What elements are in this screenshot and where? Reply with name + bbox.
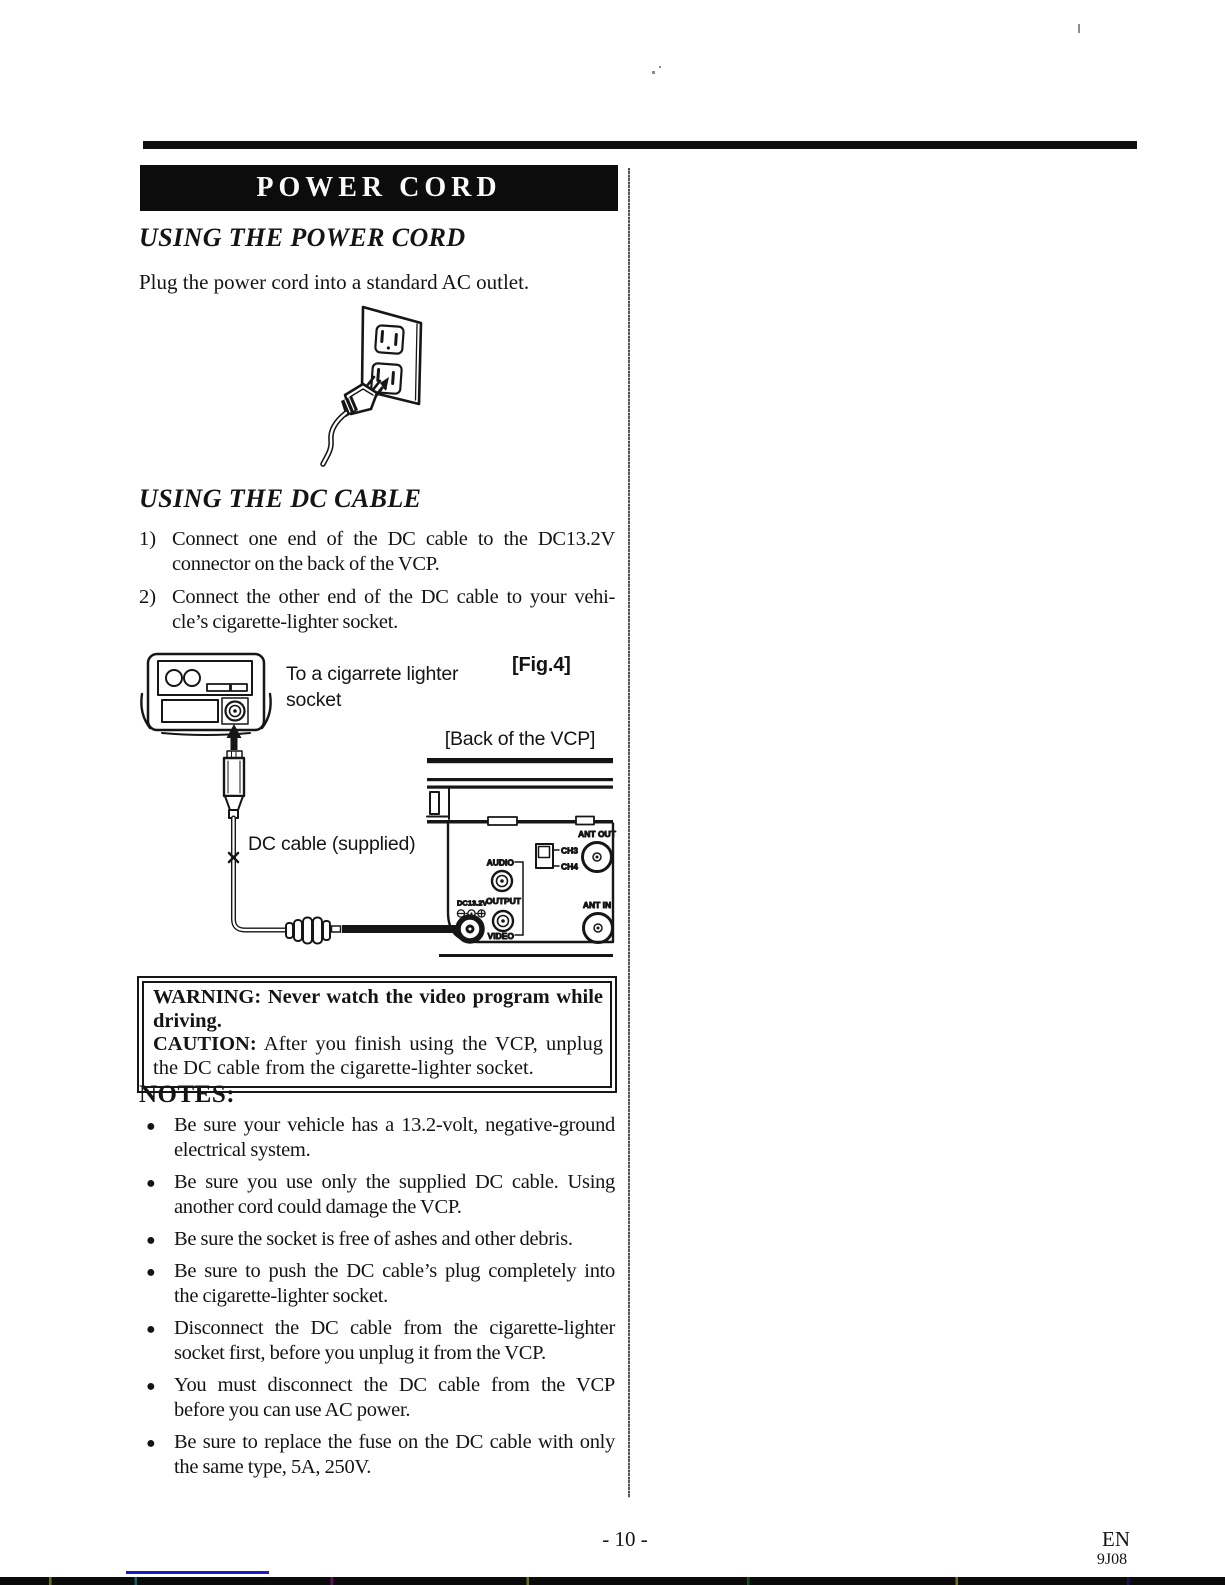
note-line: Be sure to replace the fuse on the DC cable with only xyxy=(174,1431,615,1453)
step-line: cle’s cigarette-lighter socket. xyxy=(172,611,398,633)
section-banner-title: POWER CORD xyxy=(256,172,502,203)
ant-in-jack-icon xyxy=(584,914,613,943)
power-plug-icon xyxy=(323,377,389,464)
bullet-icon: ● xyxy=(146,1264,156,1281)
channel-switch-icon xyxy=(536,844,559,868)
blue-underline-artifact xyxy=(126,1571,269,1574)
note-line: before you can use AC power. xyxy=(174,1399,411,1421)
note-line: Disconnect the DC cable from the cigarette-lighter xyxy=(174,1317,615,1339)
ch4-label: CH4 xyxy=(561,861,579,872)
bullet-icon: ● xyxy=(146,1175,156,1192)
note-line: socket first, before you unplug it from the VCP. xyxy=(174,1342,546,1364)
step-line: Connect one end of the DC cable to the DC13.2V xyxy=(172,528,615,550)
output-label: OUTPUT xyxy=(486,896,521,906)
list-item xyxy=(139,585,615,635)
bullet-icon: ● xyxy=(146,1435,156,1452)
heading-using-power-cord: USING THE POWER CORD xyxy=(139,223,466,252)
caution-text: After you finish using the VCP, unplug xyxy=(256,1033,603,1055)
dc-cable-steps xyxy=(139,527,615,643)
note-line: Be sure to push the DC cable’s plug completely into xyxy=(174,1260,615,1282)
ant-in-label: ANT IN xyxy=(582,900,612,910)
ant-out-label: ANT OUT xyxy=(578,829,616,839)
caption-line: To a cigarrete lighter xyxy=(286,663,459,685)
bullet-icon: ● xyxy=(146,1378,156,1395)
heading-using-dc-cable: USING THE DC CABLE xyxy=(139,484,422,513)
video-jack-icon xyxy=(493,911,513,931)
dc-voltage-label: DC13.2V xyxy=(457,898,488,908)
dc-cable-caption: DC cable (supplied) xyxy=(248,833,416,855)
caution-line: the DC cable from the cigarette-lighter socket. xyxy=(153,1056,534,1079)
back-of-vcp-caption: [Back of the VCP] xyxy=(427,726,613,761)
warning-text: Never watch the video program while xyxy=(261,986,603,1008)
notes-heading: NOTES: xyxy=(139,1081,236,1108)
document-code: 9J08 xyxy=(1096,1551,1128,1568)
step-marker: 1) xyxy=(139,528,157,550)
list-item xyxy=(139,1170,615,1220)
thick-cable-line xyxy=(342,925,458,933)
page-number: - 10 - xyxy=(602,1527,648,1551)
caution-line xyxy=(153,1033,603,1057)
power-cord-body-text: Plug the power cord into a standard AC outlet. xyxy=(139,270,530,294)
ch3-label: CH3 xyxy=(561,845,579,856)
step-marker: 2) xyxy=(139,586,157,608)
scan-speck xyxy=(659,66,661,68)
scan-speck xyxy=(652,71,655,74)
note-line: You must disconnect the DC cable from the VCP xyxy=(174,1374,615,1396)
top-rule xyxy=(143,141,1137,149)
section-banner xyxy=(140,165,618,211)
figure-4 xyxy=(140,648,620,968)
note-line: Be sure the socket is free of ashes and other debris. xyxy=(174,1228,573,1250)
note-line: another cord could damage the VCP. xyxy=(174,1196,462,1218)
list-item xyxy=(139,1113,615,1163)
bullet-icon: ● xyxy=(146,1232,156,1249)
warning-box xyxy=(137,976,617,1093)
vcp-back-panel xyxy=(342,760,617,957)
list-item xyxy=(139,1316,615,1366)
video-label: VIDEO xyxy=(487,931,514,941)
warning-line xyxy=(153,986,603,1010)
column-divider xyxy=(628,168,630,1498)
audio-label: AUDIO xyxy=(486,857,514,868)
dc-plug-icon xyxy=(224,751,244,818)
note-line: electrical system. xyxy=(174,1139,311,1161)
fuse-holder-icon xyxy=(286,918,341,944)
scan-speck xyxy=(1078,24,1080,33)
note-line: the same type, 5A, 250V. xyxy=(174,1456,372,1478)
note-line: Be sure your vehicle has a 13.2-volt, negative-ground xyxy=(174,1114,615,1136)
up-arrow-icon xyxy=(227,724,242,750)
car-lighter-socket-icon xyxy=(141,654,270,735)
dc-input-jack-icon xyxy=(458,917,482,941)
list-item xyxy=(139,1259,615,1309)
note-line: Be sure you use only the supplied DC cable. Using xyxy=(174,1171,615,1193)
wall-outlet-plug-illustration xyxy=(296,298,446,470)
lighter-socket-caption xyxy=(286,661,458,713)
bullet-icon: ● xyxy=(146,1321,156,1338)
notes-list xyxy=(139,1113,615,1487)
caption-line: socket xyxy=(286,689,342,711)
list-item xyxy=(139,1430,615,1480)
note-line: the cigarette-lighter socket. xyxy=(174,1285,388,1307)
scan-edge-bar xyxy=(0,1577,1225,1585)
warning-label: WARNING: xyxy=(153,986,262,1008)
step-line: Connect the other end of the DC cable to your vehi- xyxy=(172,586,615,608)
ant-out-jack-icon xyxy=(583,843,612,872)
warning-line: driving. xyxy=(153,1009,222,1032)
bullet-icon: ● xyxy=(146,1118,156,1135)
figure-tag: [Fig.4] xyxy=(512,654,571,676)
list-item xyxy=(139,1373,615,1423)
list-item xyxy=(139,527,615,577)
audio-jack-icon xyxy=(492,871,512,891)
list-item xyxy=(139,1227,615,1252)
warning-box-inner xyxy=(142,981,612,1088)
step-line: connector on the back of the VCP. xyxy=(172,553,440,575)
caution-label: CAUTION: xyxy=(153,1033,257,1055)
language-code: EN xyxy=(1102,1527,1130,1551)
